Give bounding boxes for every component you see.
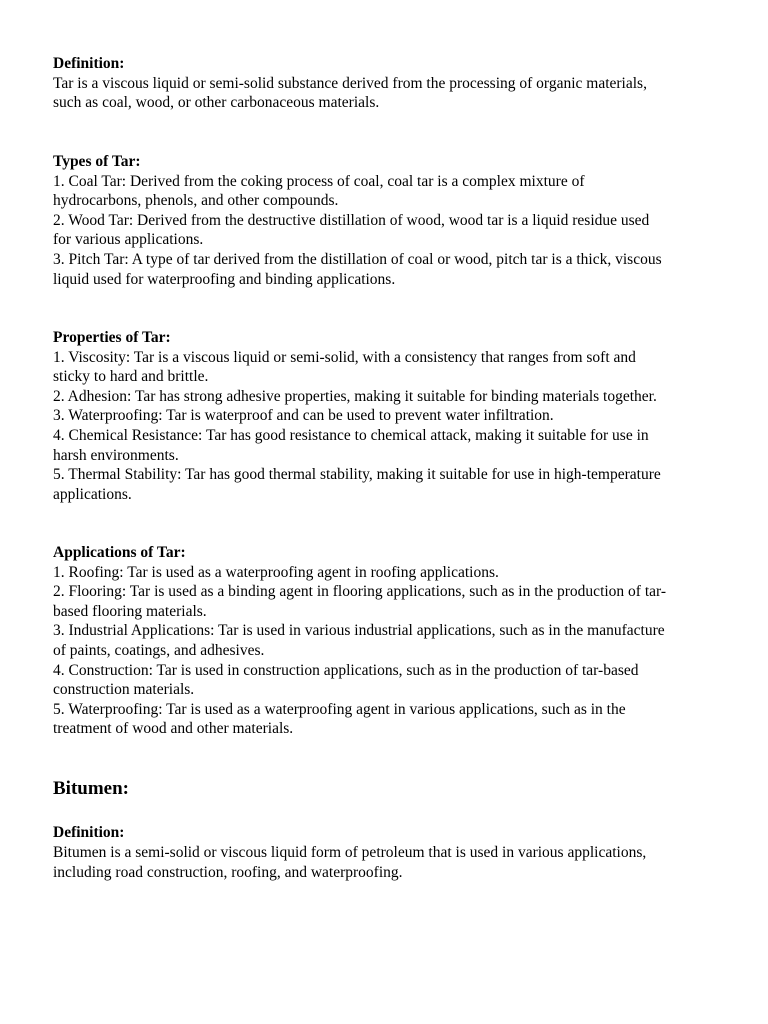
tar-properties-line: 4. Chemical Resistance: Tar has good resistance to chemical attack, making it suitable for use in — [53, 426, 649, 444]
tar-definition-line: such as coal, wood, or other carbonaceous materials. — [53, 94, 380, 112]
bitumen-definition-line: Bitumen is a semi-solid or viscous liquid form of petroleum that is used in various applications, — [53, 843, 647, 861]
tar-types-line: hydrocarbons, phenols, and other compounds. — [53, 192, 339, 210]
tar-types-line: 2. Wood Tar: Derived from the destructive distillation of wood, wood tar is a liquid residue used — [53, 211, 650, 229]
tar-properties-section — [53, 328, 721, 504]
bitumen-definition-section — [53, 823, 721, 884]
bitumen-definition-line: including road construction, roofing, and waterproofing. — [53, 864, 403, 882]
tar-properties-heading: Properties of Tar: — [53, 329, 171, 346]
tar-properties-line: 3. Waterproofing: Tar is waterproof and can be used to prevent water infiltration. — [53, 407, 554, 425]
tar-properties-line: harsh environments. — [53, 446, 179, 464]
tar-applications-heading: Applications of Tar: — [53, 544, 186, 561]
tar-properties-line: applications. — [53, 485, 132, 503]
tar-properties-line: 1. Viscosity: Tar is a viscous liquid or semi-solid, with a consistency that ranges from soft and — [53, 348, 636, 366]
tar-applications-line: 1. Roofing: Tar is used as a waterproofing agent in roofing applications. — [53, 563, 499, 581]
tar-definition-heading: Definition: — [53, 55, 125, 72]
tar-applications-line: of paints, coatings, and adhesives. — [53, 641, 265, 659]
tar-types-line: 3. Pitch Tar: A type of tar derived from the distillation of coal or wood, pitch tar is a thick, viscous — [53, 250, 662, 268]
tar-applications-line: 4. Construction: Tar is used in construction applications, such as in the production of tar-based — [53, 661, 639, 679]
tar-applications-line: treatment of wood and other materials. — [53, 720, 294, 738]
tar-properties-line: 2. Adhesion: Tar has strong adhesive properties, making it suitable for binding materials together. — [53, 387, 657, 405]
tar-types-section — [53, 152, 721, 289]
tar-applications-line: construction materials. — [53, 681, 195, 699]
tar-applications-line: 5. Waterproofing: Tar is used as a waterproofing agent in various applications, such as in the — [53, 700, 626, 718]
tar-types-line: 1. Coal Tar: Derived from the coking process of coal, coal tar is a complex mixture of — [53, 172, 585, 190]
tar-types-heading: Types of Tar: — [53, 153, 141, 170]
tar-properties-line: sticky to hard and brittle. — [53, 368, 209, 386]
tar-applications-line: 2. Flooring: Tar is used as a binding agent in flooring applications, such as in the production of tar- — [53, 583, 667, 601]
bitumen-title: Bitumen: — [53, 778, 129, 799]
tar-properties-line: 5. Thermal Stability: Tar has good thermal stability, making it suitable for use in high-temperature — [53, 466, 661, 484]
tar-applications-line: 3. Industrial Applications: Tar is used in various industrial applications, such as in the manufacture — [53, 622, 665, 640]
tar-applications-line: based flooring materials. — [53, 602, 207, 620]
tar-types-line: for various applications. — [53, 231, 204, 249]
tar-definition-line: Tar is a viscous liquid or semi-solid substance derived from the processing of organic materials, — [53, 74, 647, 92]
tar-definition-section — [53, 54, 721, 113]
tar-types-line: liquid used for waterproofing and binding applications. — [53, 270, 396, 288]
tar-applications-section — [53, 543, 721, 739]
bitumen-definition-heading: Definition: — [53, 824, 125, 841]
